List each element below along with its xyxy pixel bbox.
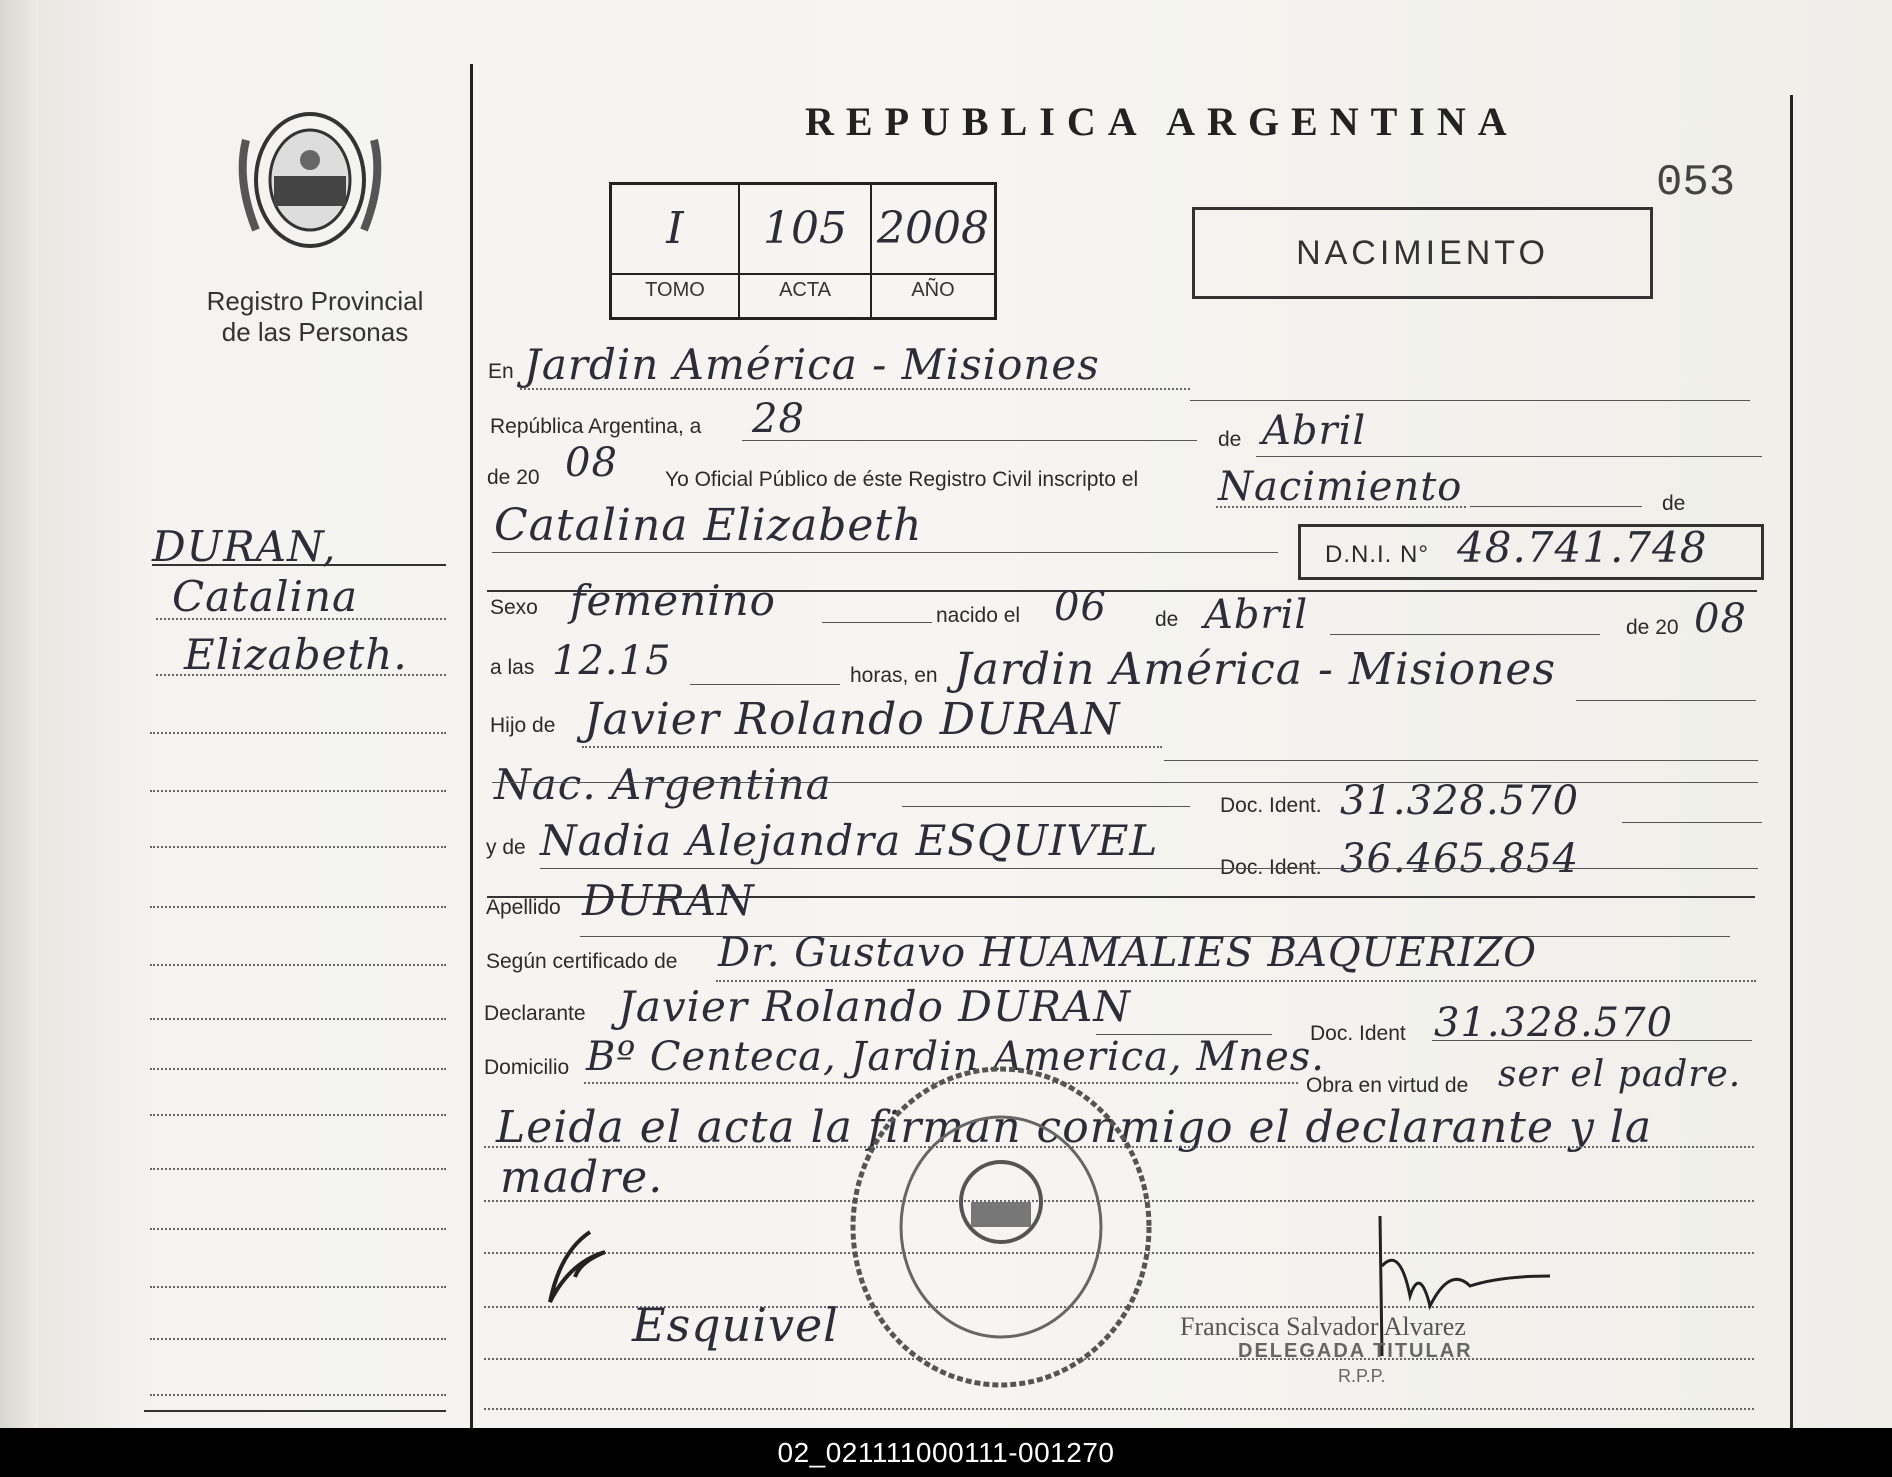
birth-year: 08: [1694, 596, 1747, 642]
margin-dotted-line: [150, 1338, 446, 1340]
margin-bottom-rule: [144, 1410, 446, 1412]
person-name: Catalina Elizabeth: [494, 500, 923, 551]
month-value: Abril: [1262, 408, 1367, 454]
registry-name: [180, 286, 450, 348]
margin-rule: [152, 564, 446, 566]
certificado-value: Dr. Gustavo HUAMALIES BAQUERIZO: [718, 930, 1538, 976]
rule: [1330, 634, 1600, 635]
father-name: Javier Rolando DURAN: [584, 694, 1121, 745]
apellido-label: Apellido: [486, 896, 561, 919]
margin-dotted-line: [150, 732, 446, 734]
page-number: 053: [1656, 158, 1736, 208]
mother-doc: 36.465.854: [1340, 836, 1580, 882]
rule: [690, 684, 840, 685]
birth-place: Jardin América - Misiones: [954, 644, 1557, 695]
obra-label: Obra en virtud de: [1306, 1074, 1469, 1097]
year-prefix-label: de 20: [487, 466, 540, 489]
doc-label-3: Doc. Ident: [1310, 1022, 1406, 1045]
rule: [822, 622, 932, 623]
margin-dotted-line: [150, 906, 446, 908]
dni-box: [1298, 524, 1764, 580]
dotted-line: [520, 388, 1190, 390]
rule: [902, 806, 1190, 807]
rule: [1164, 760, 1758, 761]
inscripto-value: Nacimiento: [1218, 464, 1463, 510]
record-type-box: NACIMIENTO: [1192, 207, 1653, 299]
rule: [1432, 1040, 1752, 1041]
notes-line2: madre.: [500, 1152, 664, 1203]
day-value: 28: [752, 396, 805, 442]
margin-dotted-line: [150, 964, 446, 966]
registry-line1: Registro Provincial: [206, 286, 424, 316]
rule: [1470, 506, 1642, 507]
rule: [1256, 456, 1762, 457]
dotted-line: [484, 1408, 1754, 1410]
en-value: Jardin América - Misiones: [524, 340, 1100, 389]
margin-name1: Catalina: [172, 572, 359, 621]
acta-value: 105: [763, 203, 847, 254]
provincial-seal-icon: [236, 100, 384, 264]
domicilio-label: Domicilio: [484, 1056, 570, 1079]
ano-label: AÑO: [911, 279, 955, 301]
birth-month: Abril: [1204, 592, 1309, 638]
de-label: de: [1218, 428, 1242, 451]
ano-cell: [872, 185, 994, 317]
dni-label: D.N.I. N°: [1325, 541, 1429, 568]
right-border: [1790, 95, 1793, 1428]
official-name: Francisca Salvador Alvarez: [1180, 1312, 1466, 1341]
mother-signature: Esquivel: [632, 1298, 839, 1352]
declarante-label: Declarante: [484, 1002, 586, 1025]
domicilio-value: Bº Centeca, Jardin America, Mnes.: [586, 1034, 1325, 1080]
dni-value: 48.741.748: [1457, 523, 1708, 572]
act-reference-box: [609, 182, 997, 320]
margin-surname: DURAN,: [152, 522, 337, 571]
horas-label: horas, en: [850, 664, 938, 687]
margin-dotted-line: [150, 1168, 446, 1170]
father-nationality: Nac. Argentina: [494, 760, 832, 809]
rule: [742, 440, 1197, 441]
margin-name2: Elizabeth.: [184, 630, 408, 679]
doc-label-2: Doc. Ident.: [1220, 856, 1322, 879]
yde-label: y de: [486, 836, 526, 859]
tomo-label: TOMO: [645, 279, 705, 301]
act-box-divider: [612, 273, 994, 275]
acta-cell: [740, 185, 872, 317]
declarante-doc: 31.328.570: [1434, 1000, 1674, 1046]
rule: [540, 868, 1758, 869]
father-signature-icon: [530, 1222, 630, 1322]
margin-dotted-line: [156, 674, 446, 676]
margin-dotted-line: [150, 846, 446, 848]
dotted-line: [1216, 506, 1466, 508]
acta-label: ACTA: [779, 279, 831, 301]
registry-stamp-icon: [846, 1062, 1156, 1392]
left-column-border: [470, 64, 473, 1428]
notes-line1: Leida el acta la firman conmigo el declarante y la: [496, 1102, 1653, 1153]
father-doc: 31.328.570: [1340, 778, 1580, 824]
tomo-cell: [612, 185, 740, 317]
image-id-footer: 02_021111000111-001270: [0, 1428, 1892, 1477]
margin-dotted-line: [150, 1394, 446, 1396]
margin-dotted-line: [150, 1018, 446, 1020]
left-page-edge: [0, 0, 38, 1428]
declarante-value: Javier Rolando DURAN: [618, 982, 1132, 1031]
ano-value: 2008: [877, 203, 989, 254]
hijo-label: Hijo de: [490, 714, 556, 737]
de20-label: de 20: [1626, 616, 1679, 639]
sexo-label: Sexo: [490, 596, 538, 619]
rule: [492, 552, 1278, 553]
tomo-value: I: [666, 203, 684, 254]
alas-label: a las: [490, 656, 535, 679]
obra-value: ser el padre.: [1498, 1054, 1742, 1095]
rule: [1576, 700, 1756, 701]
apellido-value: DURAN: [582, 876, 755, 925]
en-label: En: [488, 360, 514, 383]
margin-dotted-line: [150, 1228, 446, 1230]
official-org: R.P.P.: [1338, 1366, 1386, 1386]
mother-name: Nadia Alejandra ESQUIVEL: [540, 816, 1159, 865]
registry-line2: de las Personas: [221, 317, 409, 347]
margin-dotted-line: [150, 1286, 446, 1288]
dotted-line: [582, 746, 1162, 748]
margin-dotted-line: [156, 618, 446, 620]
official-title: DELEGADA TITULAR: [1238, 1340, 1473, 1362]
de-label-3: de: [1155, 608, 1179, 631]
rule: [1190, 400, 1750, 401]
doc-label: Doc. Ident.: [1220, 794, 1322, 817]
hour-value: 12.15: [552, 638, 672, 684]
republica-label: República Argentina, a: [490, 415, 702, 438]
page-title: REPUBLICA ARGENTINA: [805, 99, 1519, 144]
margin-dotted-line: [150, 1114, 446, 1116]
segun-label: Según certificado de: [486, 950, 678, 973]
rule: [1622, 822, 1762, 823]
margin-dotted-line: [150, 790, 446, 792]
year-value: 08: [565, 440, 618, 486]
nacido-label: nacido el: [936, 604, 1021, 627]
de-label-2: de: [1662, 492, 1686, 515]
sexo-value: femenino: [570, 576, 776, 625]
margin-dotted-line: [150, 1068, 446, 1070]
birth-day: 06: [1054, 584, 1107, 630]
oficial-label: Yo Oficial Público de éste Registro Civil inscripto el: [665, 468, 1139, 491]
